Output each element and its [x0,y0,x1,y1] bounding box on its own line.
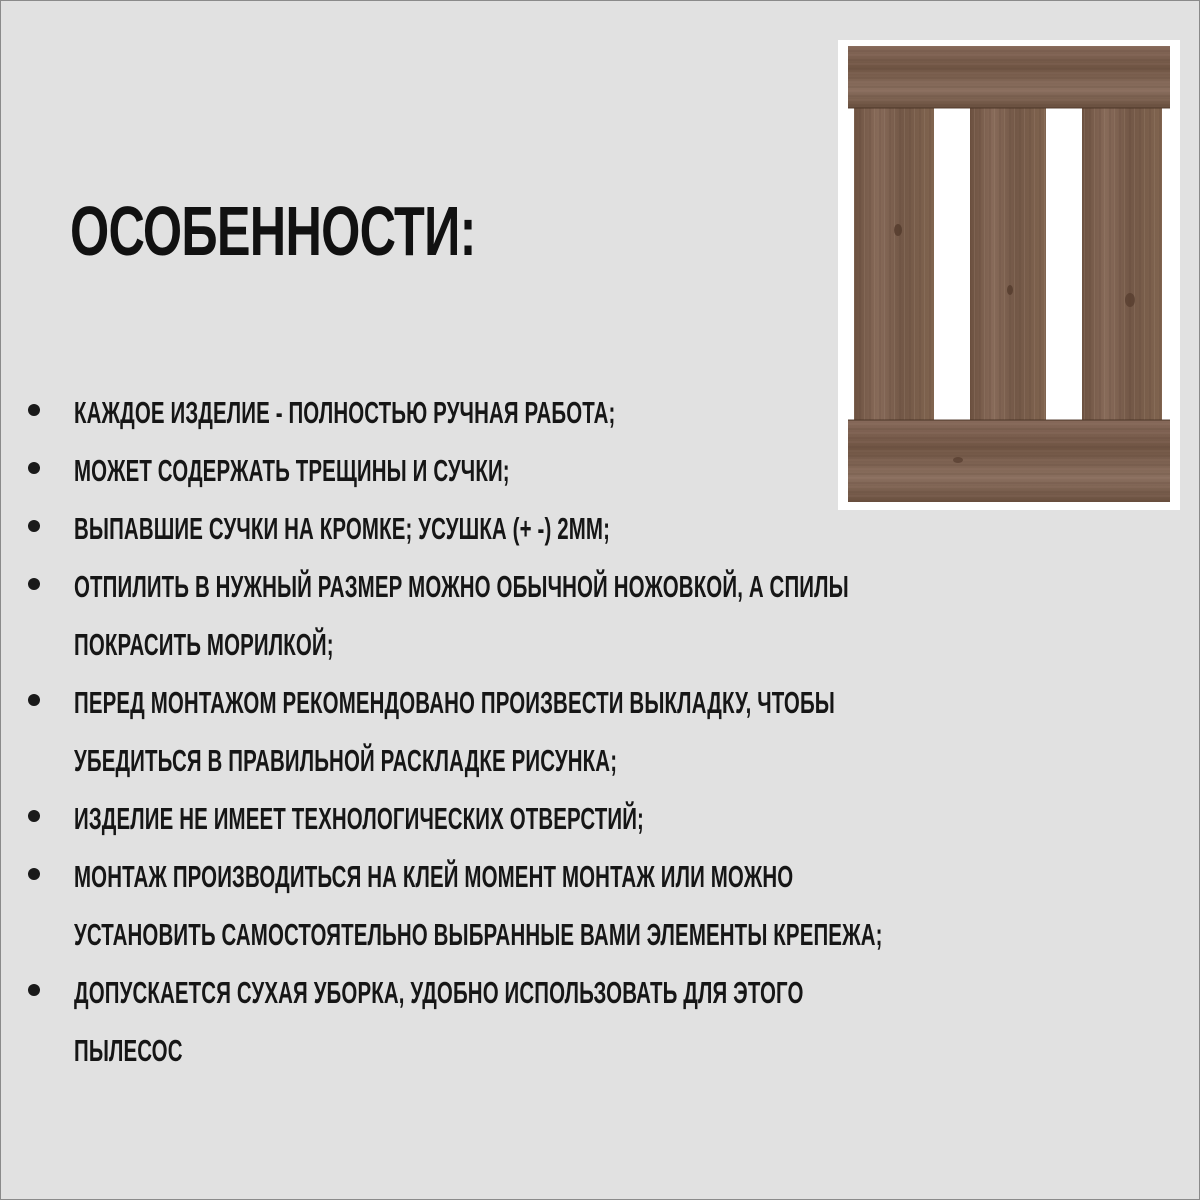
page-title: ОСОБЕННОСТИ: [70,192,476,270]
list-item-text: ИЗДЕЛИЕ НЕ ИМЕЕТ ТЕХНОЛОГИЧЕСКИХ ОТВЕРСТИЙ; [74,801,644,836]
bullet-icon [28,810,40,822]
list-item [24,790,1164,848]
bullet-icon [28,868,40,880]
list-item-text: МОЖЕТ СОДЕРЖАТЬ ТРЕЩИНЫ И СУЧКИ; [74,453,510,488]
bullet-icon [28,578,40,590]
list-item [24,384,1164,442]
features-list [24,384,1164,1080]
list-item [24,500,1164,558]
list-item-text: МОНТАЖ ПРОИЗВОДИТЬСЯ НА КЛЕЙ МОМЕНТ МОНТАЖ ИЛИ МОЖНО [74,859,794,894]
list-item-text: ДОПУСКАЕТСЯ СУХАЯ УБОРКА, УДОБНО ИСПОЛЬЗОВАТЬ ДЛЯ ЭТОГО [74,975,804,1010]
list-item [24,558,1164,674]
bullet-icon [28,520,40,532]
bullet-icon [28,984,40,996]
list-item [24,674,1164,790]
list-item [24,964,1164,1080]
list-item [24,848,1164,964]
list-item [24,442,1164,500]
list-item-text: ПЫЛЕСОС [74,1033,183,1068]
list-item-text: КАЖДОЕ ИЗДЕЛИЕ - ПОЛНОСТЬЮ РУЧНАЯ РАБОТА; [74,395,616,430]
bullet-icon [28,462,40,474]
list-item-text: УСТАНОВИТЬ САМОСТОЯТЕЛЬНО ВЫБРАННЫЕ ВАМИ ЭЛЕМЕНТЫ КРЕПЕЖА; [74,917,883,952]
list-item-text: ПЕРЕД МОНТАЖОМ РЕКОМЕНДОВАНО ПРОИЗВЕСТИ ВЫКЛАДКУ, ЧТОБЫ [74,685,835,720]
list-item-text: ВЫПАВШИЕ СУЧКИ НА КРОМКЕ; УСУШКА (+ -) 2ММ; [74,511,611,546]
list-item-text: ПОКРАСИТЬ МОРИЛКОЙ; [74,627,334,662]
list-item-text: УБЕДИТЬСЯ В ПРАВИЛЬНОЙ РАСКЛАДКЕ РИСУНКА; [74,743,618,778]
list-item-text: ОТПИЛИТЬ В НУЖНЫЙ РАЗМЕР МОЖНО ОБЫЧНОЙ НОЖОВКОЙ, А СПИЛЫ [74,569,849,604]
bullet-icon [28,404,40,416]
bullet-icon [28,694,40,706]
